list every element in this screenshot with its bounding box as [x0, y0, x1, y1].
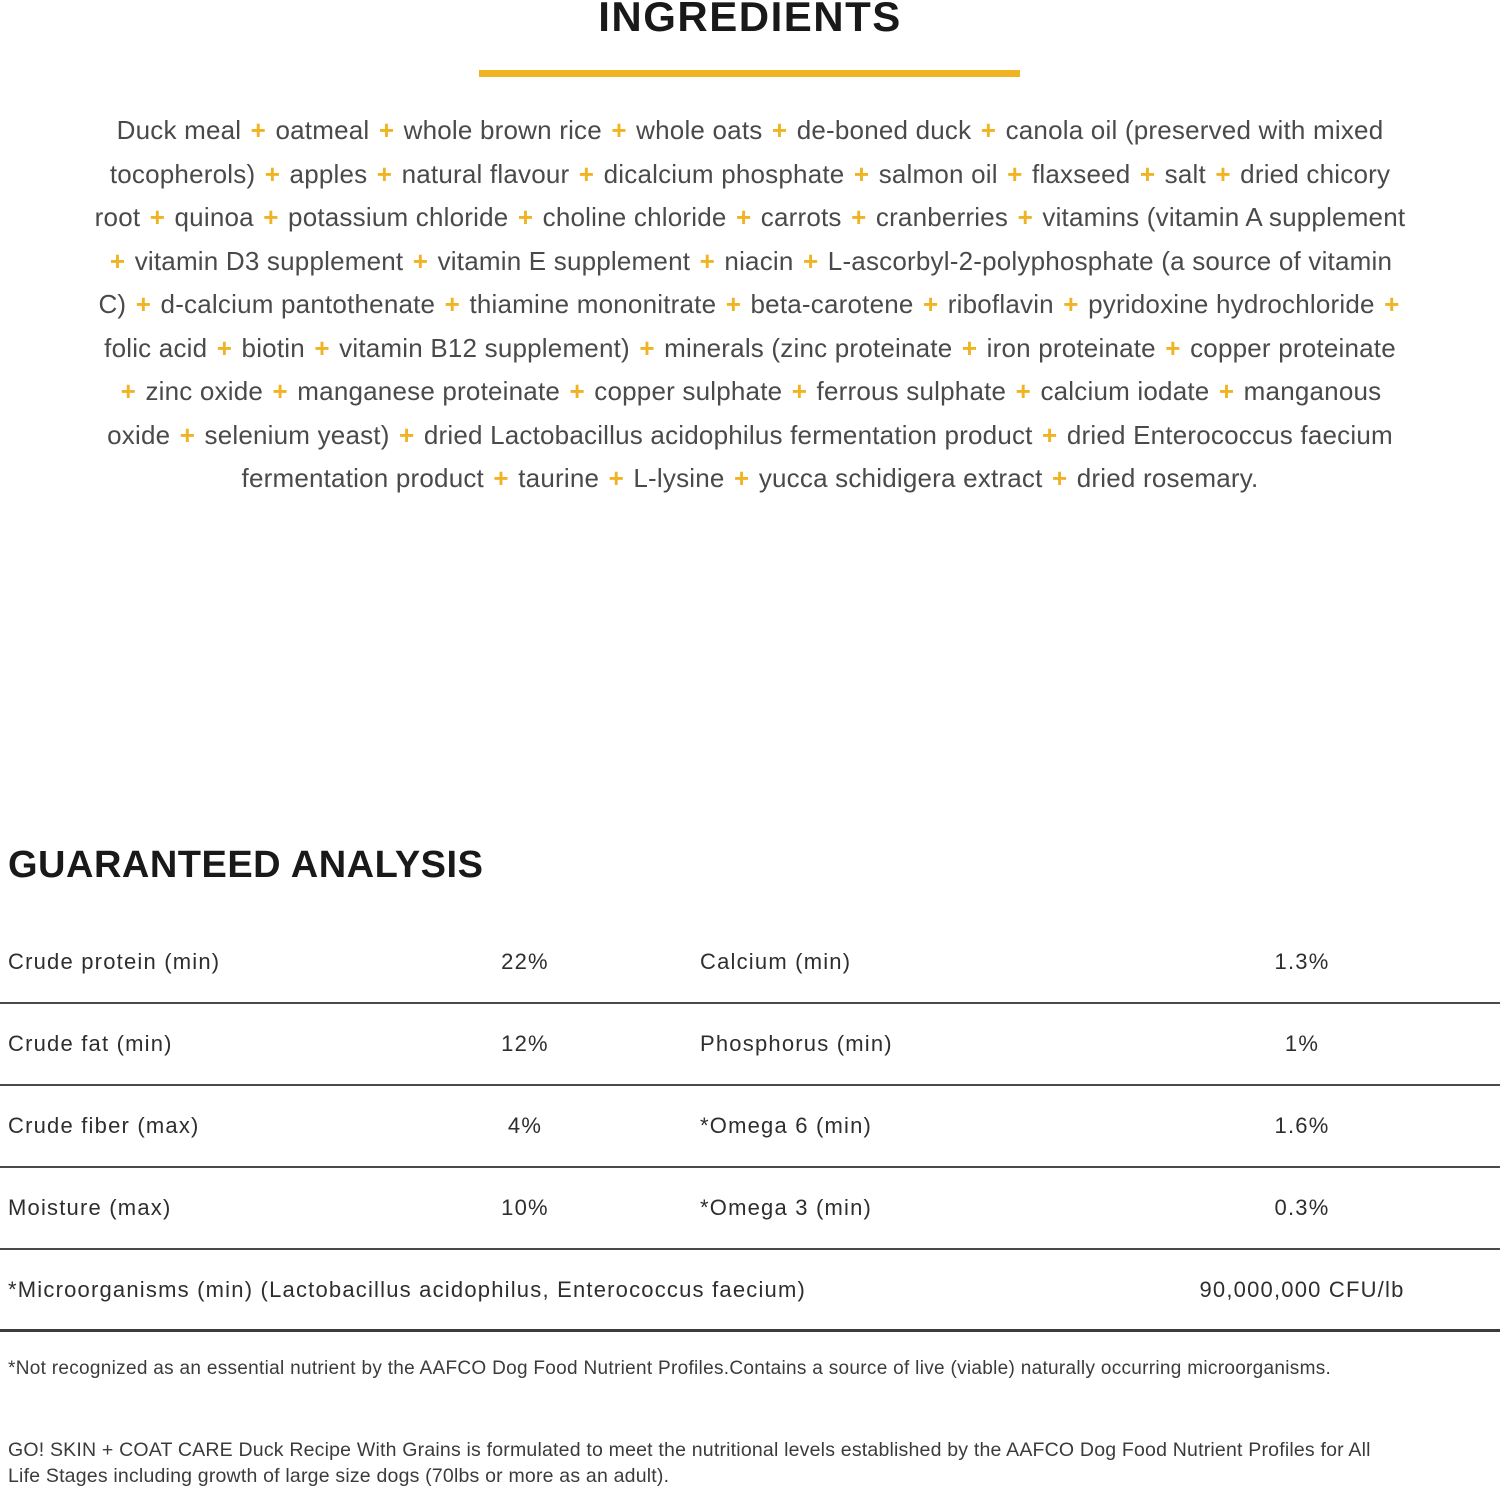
plus-separator: + — [109, 245, 126, 276]
nutrient-value: 1.6% — [1274, 1113, 1330, 1138]
guaranteed-analysis-title: GUARANTEED ANALYSIS — [8, 844, 484, 886]
plus-separator: + — [1384, 289, 1400, 319]
formulation-statement-line: GO! SKIN + COAT CARE Duck Recipe With Grains is formulated to meet the nutritional levels established by the AAFCO Dog Food Nutrient Profiles for All — [8, 1439, 1371, 1461]
formulation-statement — [8, 1437, 1492, 1487]
plus-separator: + — [1017, 202, 1033, 232]
plus-separator: + — [771, 115, 788, 145]
plus-separator: + — [1063, 289, 1079, 319]
nutrient-value: 12% — [501, 1031, 549, 1056]
plus-separator: + — [1007, 158, 1023, 189]
plus-separator: + — [1051, 463, 1068, 493]
plus-separator: + — [1015, 376, 1032, 406]
nutrient-label: Crude fat (min) — [8, 1031, 173, 1056]
ingredients-section-title: INGREDIENTS — [598, 0, 902, 40]
nutrient-label: Calcium (min) — [700, 949, 852, 974]
plus-separator: + — [216, 332, 233, 363]
nutrient-label: Moisture (max) — [8, 1195, 172, 1220]
plus-separator: + — [735, 202, 752, 232]
ingredients-line: folic acid + biotin + vitamin B12 supplement) + minerals (zinc proteinate + iron proteinate + copper proteinate — [104, 332, 1396, 363]
nutrient-label: *Omega 6 (min) — [700, 1113, 873, 1138]
analysis-row — [0, 922, 1500, 1004]
nutrient-value: 22% — [501, 949, 549, 974]
analysis-row — [0, 1168, 1500, 1250]
plus-separator: + — [699, 245, 715, 276]
ingredients-line: oxide + selenium yeast) + dried Lactobacillus acidophilus fermentation product + dried Enterococcus faecium — [107, 419, 1393, 450]
plus-separator: + — [569, 376, 585, 406]
nutrient-label: Crude fiber (max) — [8, 1113, 200, 1138]
plus-separator: + — [444, 289, 461, 319]
ingredients-line: tocopherols) + apples + natural flavour + dicalcium phosphate + salmon oil + flaxseed + salt + dried chicory — [109, 158, 1391, 189]
plus-separator: + — [1218, 376, 1235, 406]
plus-separator: + — [412, 245, 429, 276]
plus-separator: + — [149, 202, 166, 232]
nutrient-label: *Omega 3 (min) — [700, 1195, 873, 1220]
analysis-row — [0, 1004, 1500, 1086]
plus-separator: + — [263, 202, 279, 232]
nutrient-value: 90,000,000 CFU/lb — [1199, 1276, 1405, 1302]
ingredients-line: + zinc oxide + manganese proteinate + copper sulphate + ferrous sulphate + calcium iodate + manganous — [120, 376, 1382, 406]
nutrient-value: 1% — [1284, 1031, 1320, 1056]
plus-separator: + — [376, 158, 393, 189]
analysis-row — [0, 1086, 1500, 1168]
formulation-statement-line: Life Stages including growth of large size dogs (70lbs or more as an adult). — [8, 1465, 670, 1487]
plus-separator: + — [1042, 419, 1058, 450]
plus-separator: + — [791, 376, 808, 406]
ingredients-line: Duck meal + oatmeal + whole brown rice + whole oats + de-boned duck + canola oil (preserved with mixed — [116, 115, 1384, 145]
plus-separator: + — [639, 332, 655, 363]
plus-separator: + — [250, 115, 267, 145]
plus-separator: + — [851, 202, 867, 232]
plus-separator: + — [922, 289, 939, 319]
ingredients-list-text — [0, 109, 1500, 501]
nutrient-value: 1.3% — [1274, 949, 1330, 974]
plus-separator: + — [272, 376, 288, 406]
plus-separator: + — [399, 419, 415, 450]
ingredients-line: root + quinoa + potassium chloride + choline chloride + carrots + cranberries + vitamins (vitamin A supplement — [94, 202, 1406, 232]
plus-separator: + — [264, 158, 281, 189]
plus-separator: + — [179, 419, 196, 450]
plus-separator: + — [378, 115, 395, 145]
plus-separator: + — [611, 115, 627, 145]
plus-separator: + — [1165, 332, 1181, 363]
plus-separator: + — [517, 202, 534, 232]
ingredients-line: + vitamin D3 supplement + vitamin E supplement + niacin + L-ascorbyl-2-polyphosphate (a source of vitamin — [109, 245, 1393, 276]
plus-separator: + — [1139, 158, 1156, 189]
nutrient-label: *Microorganisms (min) (Lactobacillus acidophilus, Enterococcus faecium) — [8, 1276, 807, 1302]
nutrient-label: Crude protein (min) — [8, 949, 221, 974]
plus-separator: + — [1215, 158, 1231, 189]
plus-separator: + — [853, 158, 870, 189]
plus-separator: + — [135, 289, 152, 319]
guaranteed-analysis-table — [0, 922, 1500, 1332]
nutrient-value: 0.3% — [1274, 1195, 1330, 1220]
analysis-row-microorganisms — [0, 1250, 1500, 1332]
plus-separator: + — [578, 158, 595, 189]
plus-separator: + — [980, 115, 997, 145]
plus-separator: + — [802, 245, 819, 276]
nutrient-label: Phosphorus (min) — [700, 1031, 893, 1056]
plus-separator: + — [120, 376, 137, 406]
plus-separator: + — [608, 463, 624, 493]
gold-divider-rule — [479, 70, 1020, 77]
plus-separator: + — [961, 332, 978, 363]
nutrient-value: 4% — [507, 1113, 543, 1138]
nutrient-value: 10% — [501, 1195, 549, 1220]
plus-separator: + — [493, 463, 509, 493]
aafco-footnote: *Not recognized as an essential nutrient by the AAFCO Dog Food Nutrient Profiles.Contains a source of live (viable) naturally occurring microorganisms. — [8, 1358, 1332, 1379]
plus-separator: + — [314, 332, 330, 363]
plus-separator: + — [734, 463, 750, 493]
ingredients-line: fermentation product + taurine + L-lysine + yucca schidigera extract + dried rosemary. — [241, 463, 1259, 493]
plus-separator: + — [725, 289, 742, 319]
ingredients-line: C) + d-calcium pantothenate + thiamine mononitrate + beta-carotene + riboflavin + pyridoxine hydrochloride + — [98, 289, 1400, 319]
